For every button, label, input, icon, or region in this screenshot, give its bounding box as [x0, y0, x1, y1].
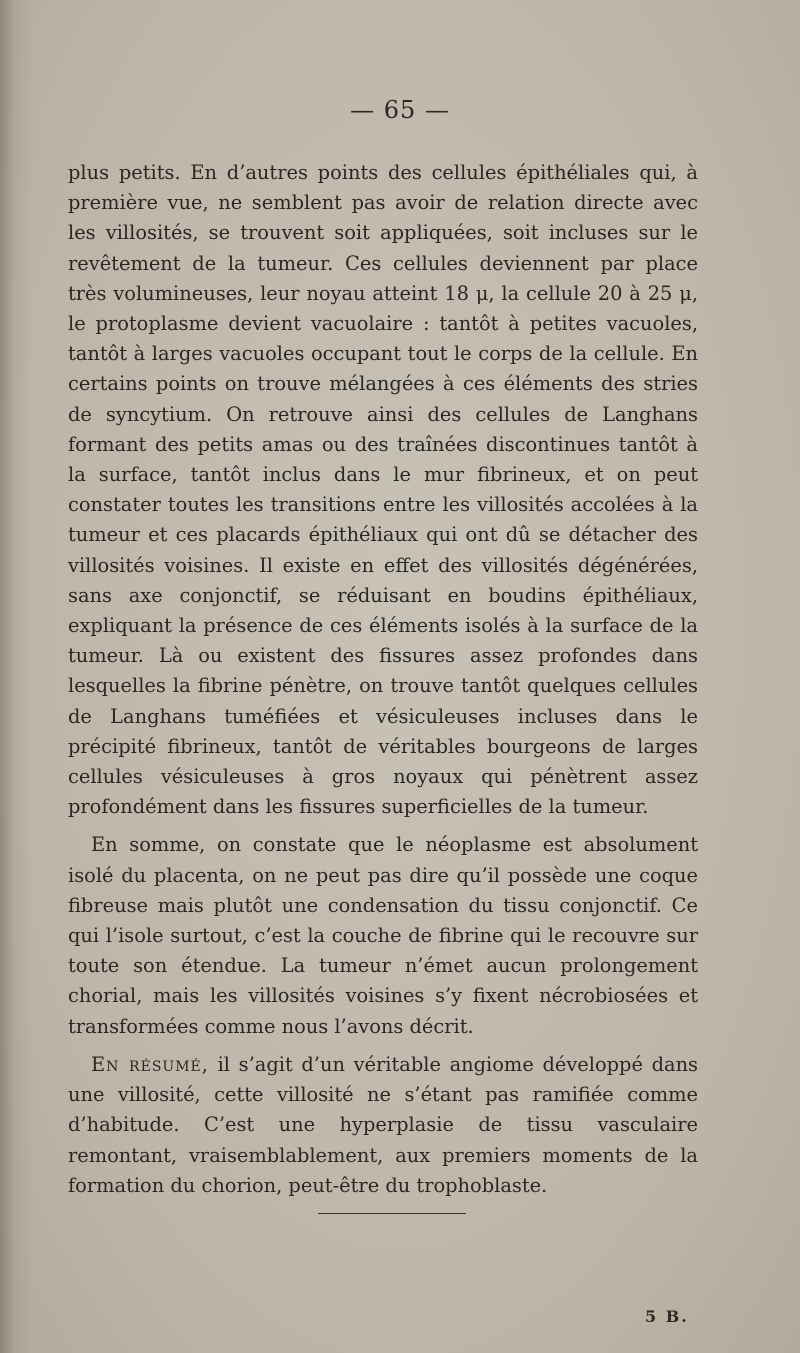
- paragraph-en-somme: En somme, on constate que le néoplasme est absolument isolé du placenta, on ne peut pas dire qu’il possède une coque fibreuse mais plutôt une condensation du tissu conjonctif. Ce qui l’isole surtout, c’est la couche de fibrine qui le recouvre sur toute son étendue. La tumeur n’émet aucun prolongement chorial, mais les villosités voisines s’y fixent nécrobiosées et transformées comme nous l’avons décrit.: [68, 833, 698, 1038]
- closing-rule: [318, 1213, 466, 1214]
- paragraph-en-resume: [68, 1050, 698, 1201]
- paragraph-lead-smallcaps: En résumé,: [91, 1052, 209, 1076]
- page-number: — 65 —: [350, 96, 450, 124]
- signature-mark: 5 B.: [645, 1307, 689, 1326]
- body-text: [68, 158, 698, 1201]
- paragraph-continuation: plus petits. En d’autres points des cellules épithéliales qui, à première vue, ne semblent pas avoir de relation directe avec les villosités, se trouvent soit appliquées, soit incluses sur le revêtement de la tumeur. Ces cellules deviennent par place très volumineuses, leur noyau atteint 18 μ, la cellule 20 à 25 μ, le protoplasme devient vacuolaire : tantôt à petites vacuoles, tantôt à larges vacuoles occupant tout le corps de la cellule. En certains points on trouve mélangées à ces éléments des stries de syncytium. On retrouve ainsi des cellules de Langhans formant des petits amas ou des traînées discontinues tantôt à la surface, tantôt inclus dans le mur fibrineux, et on peut constater toutes les transitions entre les villosités accolées à la tumeur et ces placards épithéliaux qui ont dû se détacher des villosités voisines. Il existe en effet des villosités dégénérées, sans axe conjonctif, se réduisant en boudins épithéliaux, expliquant la présence de ces éléments isolés à la surface de la tumeur. Là ou existent des fissures assez profondes dans lesquelles la fibrine pénètre, on trouve tantôt quelques cellules de Langhans tuméfiées et vésiculeuses incluses dans le précipité fibrineux, tantôt de véritables bourgeons de larges cellules vésiculeuses à gros noyaux qui pénètrent assez profondément dans les fissures superficielles de la tumeur.: [68, 161, 698, 819]
- paragraph-en-resume-text: il s’agit d’un véritable angiome développé dans une villosité, cette villosité ne s’étant pas ramifiée comme d’habitude. C’est une hyperplasie de tissu vasculaire remontant, vraisemblablement, aux premiers moments de la formation du chorion, peut-être du trophoblaste.: [68, 1052, 699, 1197]
